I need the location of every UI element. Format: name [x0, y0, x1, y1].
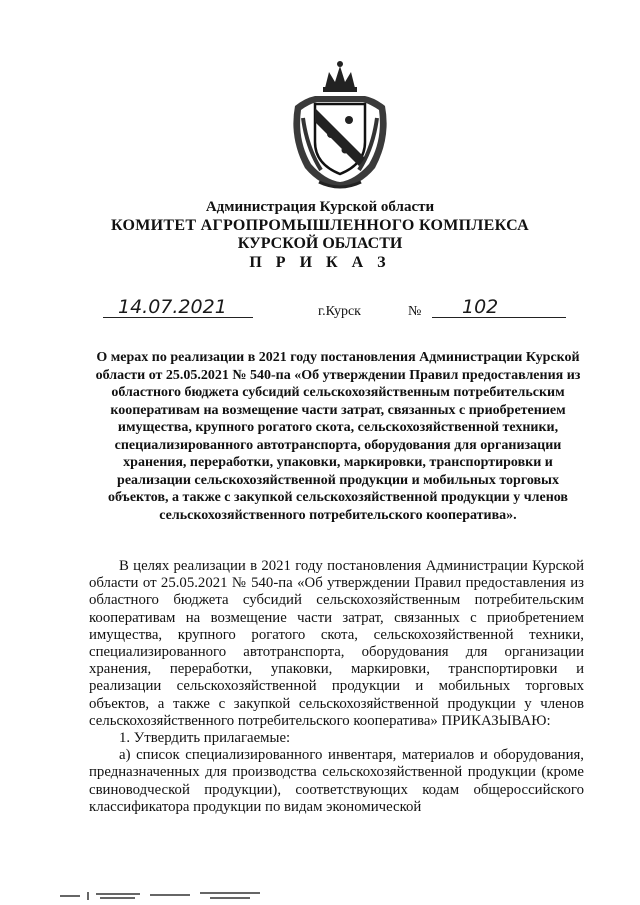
- order-number: 102: [462, 296, 499, 318]
- org-line-region: КУРСКОЙ ОБЛАСТИ: [237, 235, 403, 252]
- number-sign: №: [408, 304, 422, 319]
- item-1: 1. Утвердить прилагаемые:: [119, 730, 291, 747]
- bottom-stamp-marks: [60, 888, 270, 902]
- preamble-paragraph: В целях реализации в 2021 году постановления Администрации Курской области от 25.05.2021 № 540-па «Об утверждении Правил предоставления из областного бюджета субсидий сельскохозяйственным потребительским кооперативам на возмещение части затрат, связанных с приобретением имущества, крупного рогатого скота, сельскохозяйственной техники, специализированного автотранспорта, оборудования для организации хранения, переработки, упаковки, маркировки, транспортировки и реализации сельскохозяйственной продукции и мобильных торговых объектов, а также с закупкой сельскохозяйственной продукции у членов сельскохозяйственного потребительского кооператива» ПРИКАЗЫВАЮ:: [89, 558, 584, 729]
- number-underline: [432, 317, 566, 318]
- order-city: г.Курск: [318, 304, 361, 319]
- date-underline: [103, 317, 253, 318]
- order-body: [89, 558, 584, 816]
- coat-of-arms-icon: [285, 58, 395, 190]
- item-1a: а) список специализированного инвентаря, материалов и оборудования, предназначенных для производства сельскохозяйственной продукции (кроме свиноводческой продукции), соответствующих кодам общероссийского классификатора продукции по видам экономической: [89, 747, 584, 815]
- order-title: О мерах по реализации в 2021 году постановления Администрации Курской области от 25.05.2021 № 540-па «Об утверждении Правил предоставления из областного бюджета субсидий сельскохозяйственным потребительским кооперативам на возмещение части затрат, связанных с приобретением имущества, крупного рогатого скота, сельскохозяйственной техники, специализированного автотранспорта, оборудования для организации хранения, переработки, упаковки, маркировки, транспортировки и реализации сельскохозяйственной продукции и мобильных торговых объектов, а также с закупкой сельскохозяйственной продукции у членов сельскохозяйственного потребительского кооператива».: [95, 350, 581, 523]
- org-line-administration: Администрация Курской области: [205, 199, 435, 215]
- document-type: П Р И К А З: [249, 254, 391, 271]
- order-date: 14.07.2021: [118, 296, 227, 318]
- org-line-committee: КОМИТЕТ АГРОПРОМЫШЛЕННОГО КОМПЛЕКСА: [111, 217, 529, 234]
